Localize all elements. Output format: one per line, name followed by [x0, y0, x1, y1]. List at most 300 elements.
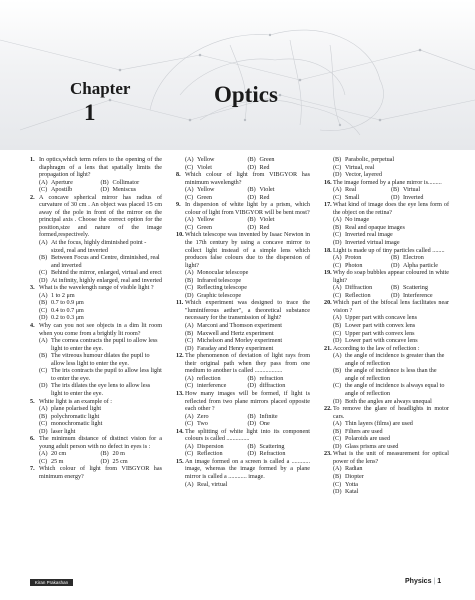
question-column-3 — [324, 157, 449, 497]
question-text: According to the law of reflection : — [333, 345, 420, 352]
question-text: The splitting of white light into its component colours is called ............... — [185, 428, 310, 443]
option-text: Reflection — [197, 451, 223, 458]
option-text: At infinity, highly enlarged, real and inverted — [51, 277, 163, 284]
option — [391, 255, 449, 263]
option — [248, 451, 311, 459]
question-item — [176, 172, 310, 187]
option-text: Yellow — [197, 217, 215, 224]
option-text: Aperture — [51, 179, 73, 186]
option-text: 0.7 to 0.9 μm — [51, 300, 84, 307]
option-label: (B) — [247, 217, 256, 224]
option-label: (A) — [39, 179, 48, 186]
option-label: (B) — [247, 443, 256, 450]
option — [30, 368, 162, 383]
option-text: Green — [197, 224, 213, 231]
option — [324, 482, 449, 490]
option-text: Real and opaque images — [345, 224, 405, 231]
question-number: 1. — [30, 157, 35, 163]
question-text: In optics,which term refers to the opening of the diaphragm of a lens that spatially limits the propagation of light? — [39, 157, 162, 179]
option-text: Thin layers (films) are used — [345, 421, 413, 428]
publisher-name: Kiran Prakashan — [34, 580, 69, 585]
option — [30, 255, 162, 270]
option-text: interference — [197, 383, 227, 390]
option-text: Zero — [197, 413, 209, 420]
option-text: reflection — [197, 375, 221, 382]
option-text: Real, virtual — [197, 481, 228, 488]
option-label: (B) — [391, 255, 400, 262]
option-label: (A) — [333, 421, 342, 428]
option-label: (D) — [39, 315, 48, 322]
question-text: Which experiment was designed to trace the "luminiferous aether", a theoretical substance necessary for the transmission of light? — [185, 300, 310, 322]
option-text: Monocular telescope — [197, 270, 249, 277]
question-item — [30, 285, 162, 293]
option-label: (C) — [185, 164, 194, 171]
option-label: (C) — [39, 187, 48, 194]
option-text: Lower part with convex lens — [345, 323, 416, 330]
option-row — [324, 285, 449, 293]
option-label: (A) — [185, 217, 194, 224]
option-text: Lower part with concave lens — [345, 338, 418, 345]
option-label: (D) — [185, 345, 194, 352]
question-text: In dispersion of white light by a prism, which colour of light from VIBGYOR will be bent most? — [185, 202, 310, 216]
option-label: (A) — [185, 443, 194, 450]
option — [176, 323, 310, 331]
option-row — [30, 451, 162, 459]
option-text: Inverted real image — [345, 232, 393, 239]
option-row — [30, 187, 162, 195]
option-label: (D) — [100, 187, 110, 194]
option — [176, 270, 310, 278]
option-label: (C) — [333, 292, 342, 299]
option-text: Parabolic, perpetual — [345, 157, 395, 163]
option — [324, 353, 449, 368]
option — [30, 315, 162, 323]
option-label: (C) — [333, 194, 342, 201]
question-item — [324, 270, 449, 285]
option — [391, 187, 449, 195]
option — [30, 383, 162, 398]
option — [101, 451, 163, 459]
question-number: 22. — [324, 406, 332, 413]
option — [39, 187, 101, 195]
option — [324, 421, 449, 429]
footer-subject: Physics — [405, 578, 432, 585]
option-text: Radian — [345, 466, 363, 473]
option-label: (A) — [39, 292, 48, 299]
question-number: 13. — [176, 390, 184, 397]
option-text: The cornea contracts the pupil to allow less light to enter the eye. — [51, 338, 158, 352]
option-label: (C) — [333, 164, 342, 171]
question-number: 7. — [30, 466, 35, 473]
option-label: (D) — [185, 292, 194, 299]
option-text: Virtual, real — [345, 164, 375, 171]
option — [324, 225, 449, 233]
option-text: Marconi and Thomson experiment — [197, 323, 282, 330]
option-label: (A) — [333, 315, 342, 322]
option — [324, 338, 449, 346]
option-label: (C) — [39, 307, 48, 314]
option — [101, 187, 163, 195]
option-text: Real — [345, 187, 357, 194]
question-text: White light is an example of : — [39, 398, 112, 405]
option-text: Infrared telescope — [197, 277, 242, 284]
option-label: (C) — [333, 481, 342, 488]
option — [248, 157, 311, 165]
option — [30, 300, 162, 308]
question-item — [324, 248, 449, 256]
option-label: (A) — [185, 157, 194, 163]
question-item — [30, 323, 162, 338]
question-item — [176, 391, 310, 414]
option-label: (D) — [333, 240, 342, 247]
question-number: 16. — [324, 179, 332, 186]
option-label: (D) — [247, 194, 257, 201]
question-item — [176, 202, 310, 217]
option-label: (A) — [333, 217, 342, 224]
option-label: (C) — [39, 368, 48, 375]
page-title: Optics — [214, 82, 278, 107]
option-text: Inverted virtual image — [345, 240, 400, 247]
option-row — [176, 421, 310, 429]
option-text: Violet — [259, 217, 275, 224]
question-text: The image formed by a plane mirror is......... — [333, 179, 442, 186]
question-text: Why do soap bubbles appear coloured in white light? — [333, 270, 449, 284]
question-text: Which part of the bifocal lens facilitates near vision ? — [333, 300, 449, 314]
question-number: 23. — [324, 451, 332, 458]
option-text: Reflecting telescope — [197, 285, 247, 292]
question-text: What is the wavelength range of visible light ? — [39, 285, 154, 292]
option — [185, 421, 248, 429]
option-label: (D) — [391, 262, 400, 269]
option-text: Inverted — [403, 194, 424, 201]
option-label: (B) — [39, 413, 48, 420]
option — [324, 217, 449, 225]
option — [324, 172, 449, 180]
option — [176, 285, 310, 293]
option-label: (D) — [333, 443, 342, 450]
question-text: What is the unit of measurement for optical power of the lens? — [333, 451, 449, 465]
option-label: (D) — [39, 277, 48, 284]
question-number: 17. — [324, 202, 332, 209]
option — [30, 270, 162, 278]
question-column-1 — [30, 157, 162, 482]
question-text: Which colour of light from VIBGYOR has minimum wavelength? — [185, 172, 310, 186]
option — [185, 165, 248, 173]
option-label: (D) — [333, 489, 342, 496]
option — [30, 293, 162, 301]
question-item — [30, 466, 162, 481]
option — [101, 180, 163, 188]
option — [30, 308, 162, 316]
option-label: (B) — [247, 375, 256, 382]
option — [185, 217, 248, 225]
option-label: (D) — [39, 428, 48, 435]
option-label: (C) — [333, 436, 342, 443]
question-text: The minimum distance of distinct vision for a young adult person with no defect in eyes is : — [39, 436, 162, 450]
option — [248, 421, 311, 429]
option-text: polychromatic light — [51, 413, 100, 420]
option-label: (B) — [39, 300, 48, 307]
option-text: 20 m — [112, 451, 125, 458]
option-label: (A) — [333, 255, 342, 262]
option — [248, 217, 311, 225]
option-row — [176, 451, 310, 459]
option-text: Behind the mirror, enlarged, virtual and erect — [51, 270, 162, 277]
option-label: (C) — [333, 232, 342, 239]
option — [185, 451, 248, 459]
option-text: Katal — [345, 489, 359, 496]
option-row — [324, 263, 449, 271]
question-item — [176, 429, 310, 444]
option-label: (B) — [185, 330, 194, 337]
option-text: Proton — [345, 255, 362, 262]
option-label: (A) — [333, 353, 342, 360]
option-label: (D) — [100, 458, 110, 465]
option-label: (D) — [247, 224, 257, 231]
option-label: (C) — [185, 383, 194, 390]
option-label: (A) — [333, 285, 342, 292]
option-label: (D) — [39, 383, 48, 390]
option-text: Red — [259, 164, 270, 171]
option — [333, 285, 391, 293]
option-label: (C) — [333, 262, 342, 269]
option-text: Meniscus — [112, 187, 137, 194]
option-label: (A) — [39, 338, 48, 345]
option-text: Michelson and Morley experiment — [197, 338, 283, 345]
option — [30, 240, 162, 255]
option-text: the angle of incidence is greater than the angle of reflection — [345, 353, 445, 367]
option-label: (A) — [185, 270, 194, 277]
option — [324, 331, 449, 339]
option — [30, 353, 162, 368]
option-row — [176, 383, 310, 391]
question-number: 20. — [324, 300, 332, 307]
option-label: (B) — [100, 179, 109, 186]
question-item — [324, 180, 449, 188]
question-text: Why can you not see objects in a dim lit room when you come from a brightly lit room? — [39, 323, 162, 337]
option-label: (C) — [185, 224, 194, 231]
option-text: Red — [259, 194, 270, 201]
question-text: The phenomenon of deviation of light rays from their original path when they pass from one medium to another is called .................. — [185, 353, 310, 375]
option-text: 0.2 to 0.3 μm — [51, 315, 84, 322]
option-row — [176, 187, 310, 195]
option-label: (C) — [185, 338, 194, 345]
option — [324, 383, 449, 398]
option — [324, 323, 449, 331]
option-text: Small — [345, 194, 360, 201]
question-text: Which colour of light from VIBGYOR has minimum energy? — [39, 466, 162, 480]
question-number: 9. — [176, 202, 181, 209]
option-label: (D) — [391, 194, 400, 201]
option-row — [176, 217, 310, 225]
question-number: 6. — [30, 436, 35, 443]
option-text: Graphic telescope — [197, 292, 242, 299]
option-text: Violet — [259, 187, 275, 194]
option-label: (D) — [333, 398, 342, 405]
option-label: (A) — [39, 406, 48, 413]
option — [30, 414, 162, 422]
option — [333, 187, 391, 195]
option-label: (D) — [247, 164, 257, 171]
option — [391, 263, 449, 271]
option-text: Both the angles are always unequal — [345, 398, 432, 405]
option-label: (A) — [185, 375, 194, 382]
option-text: Dispersion — [197, 443, 224, 450]
option-label: (D) — [333, 338, 342, 345]
option-label: (D) — [247, 451, 257, 458]
option-row — [176, 165, 310, 173]
option-label: (B) — [39, 353, 48, 360]
chapter-banner — [0, 0, 475, 150]
option — [324, 368, 449, 383]
question-number: 14. — [176, 428, 184, 435]
option-text: Faraday and Henry experiment — [197, 345, 274, 352]
option — [248, 414, 311, 422]
question-number: 4. — [30, 323, 35, 330]
option-label: (B) — [333, 157, 342, 163]
option-row — [324, 255, 449, 263]
option-text: monochromatic light — [51, 421, 103, 428]
option-text: 25 m — [51, 458, 64, 465]
option-text: Glass prisms are used — [345, 443, 399, 450]
footer-separator: | — [433, 578, 436, 585]
option — [324, 165, 449, 173]
option — [176, 338, 310, 346]
option-text: The iris contracts the pupil to allow less light to enter the eye. — [51, 368, 162, 382]
option-label: (A) — [185, 187, 194, 194]
option-text: Refraction — [259, 451, 286, 458]
option — [324, 466, 449, 474]
option-text: refraction — [259, 375, 284, 382]
option-text: At the focus, highly diminished point - sized, real and inverted — [51, 240, 147, 254]
option-row — [176, 225, 310, 233]
option — [248, 225, 311, 233]
option-text: the angle of incidence is less than the angle of reflection — [345, 368, 437, 382]
option-label: (C) — [333, 330, 342, 337]
option-text: Photon — [345, 262, 363, 269]
option-label: (B) — [391, 285, 400, 292]
option-label: (B) — [247, 187, 256, 194]
option-text: No image — [345, 217, 370, 224]
option-text: 20 cm — [51, 451, 67, 458]
page-footer — [405, 578, 441, 585]
option-text: Virtual — [403, 187, 421, 194]
option-label: (C) — [39, 458, 48, 465]
question-number: 19. — [324, 270, 332, 277]
question-item — [30, 436, 162, 451]
option — [39, 451, 101, 459]
option-row — [176, 414, 310, 422]
question-item — [324, 300, 449, 315]
option-label: (B) — [247, 157, 256, 163]
question-number: 2. — [30, 194, 35, 201]
option-label: (A) — [185, 413, 194, 420]
question-text: A concave spherical mirror has radius of curvature of 30 cm . An object was placed 15 cm away of the pole in front of the mirror on the principal axis . Choose the correct option for the position,size and nature of the image formed,respectively. — [39, 194, 162, 239]
option-label: (C) — [333, 383, 342, 390]
option-text: Upper part with convex lens — [345, 330, 415, 337]
question-column-2 — [176, 157, 310, 489]
question-number: 5. — [30, 398, 35, 405]
option-label: (D) — [247, 421, 257, 428]
option-label: (B) — [333, 473, 342, 480]
option-label: (B) — [100, 451, 109, 458]
question-number: 3. — [30, 285, 35, 292]
option-label: (D) — [333, 172, 342, 179]
option-row — [324, 187, 449, 195]
option-label: (A) — [333, 187, 342, 194]
option — [176, 293, 310, 301]
question-text: An image formed on a screen is called a ............ image, whereas the image formed by a plane mirror is called a ............ image. — [185, 458, 310, 480]
option-text: laser light — [51, 428, 76, 435]
option-text: Infinite — [259, 413, 278, 420]
option — [30, 421, 162, 429]
option-label: (B) — [247, 413, 256, 420]
option — [185, 383, 248, 391]
question-number: 10. — [176, 232, 184, 239]
question-number: 8. — [176, 172, 181, 179]
option-text: Scattering — [259, 443, 285, 450]
option-text: Violet — [197, 164, 212, 171]
chapter-number: 1 — [84, 100, 96, 125]
option-text: One — [259, 421, 270, 428]
option-text: Polaroids are used — [345, 436, 391, 443]
option-label: (B) — [185, 277, 194, 284]
option-text: Diopter — [345, 473, 364, 480]
option-text: Filters are used — [345, 428, 383, 435]
option-label: (A) — [39, 451, 48, 458]
publisher-logo — [30, 579, 73, 586]
question-item — [324, 202, 449, 217]
option — [333, 263, 391, 271]
option — [248, 187, 311, 195]
question-number: 15. — [176, 458, 184, 465]
question-item — [30, 195, 162, 240]
option-label: (B) — [391, 187, 400, 194]
option-label: (B) — [333, 323, 342, 330]
option-text: 1 to 2 μm — [51, 292, 75, 299]
option-label: (A) — [333, 466, 342, 473]
option-text: The vitreous humour dilates the pupil to allow less light to enter the eye. — [51, 353, 150, 367]
option-text: Apostilb — [51, 187, 73, 194]
option-row — [176, 157, 310, 165]
question-number: 12. — [176, 353, 184, 360]
option-text: Scattering — [403, 285, 428, 292]
option-label: (D) — [391, 292, 400, 299]
option — [185, 157, 248, 165]
option-text: The iris dilates the eye lens to allow less light to enter the eye. — [51, 383, 151, 397]
option-label: (A) — [185, 481, 194, 488]
option-text: Collimator — [112, 179, 140, 186]
option — [324, 315, 449, 323]
option-text: Between Focus and Centre, diminished, real and inverted — [51, 255, 160, 269]
option-label: (C) — [185, 421, 194, 428]
option — [176, 331, 310, 339]
option-text: Diffraction — [345, 285, 373, 292]
question-text: How many images will be formed, if light is reflected from two plane mirrors placed opposite each other ? — [185, 390, 310, 413]
option — [324, 399, 449, 407]
option — [324, 232, 449, 240]
question-item — [176, 353, 310, 376]
option-text: plane polarised light — [51, 406, 102, 413]
option — [30, 338, 162, 353]
chapter-label: Chapter — [70, 79, 131, 98]
option-text: the angle of incidence is always equal to angle of reflection — [345, 383, 445, 397]
option — [185, 187, 248, 195]
option — [324, 436, 449, 444]
question-number: 18. — [324, 247, 332, 254]
question-text: Which telescope was invented by Isaac Newton in the 17th century by using a concave mirror to collect light instead of a simple lens which produces false colours due to the dispersion of light? — [185, 232, 310, 269]
question-number: 21. — [324, 345, 332, 352]
